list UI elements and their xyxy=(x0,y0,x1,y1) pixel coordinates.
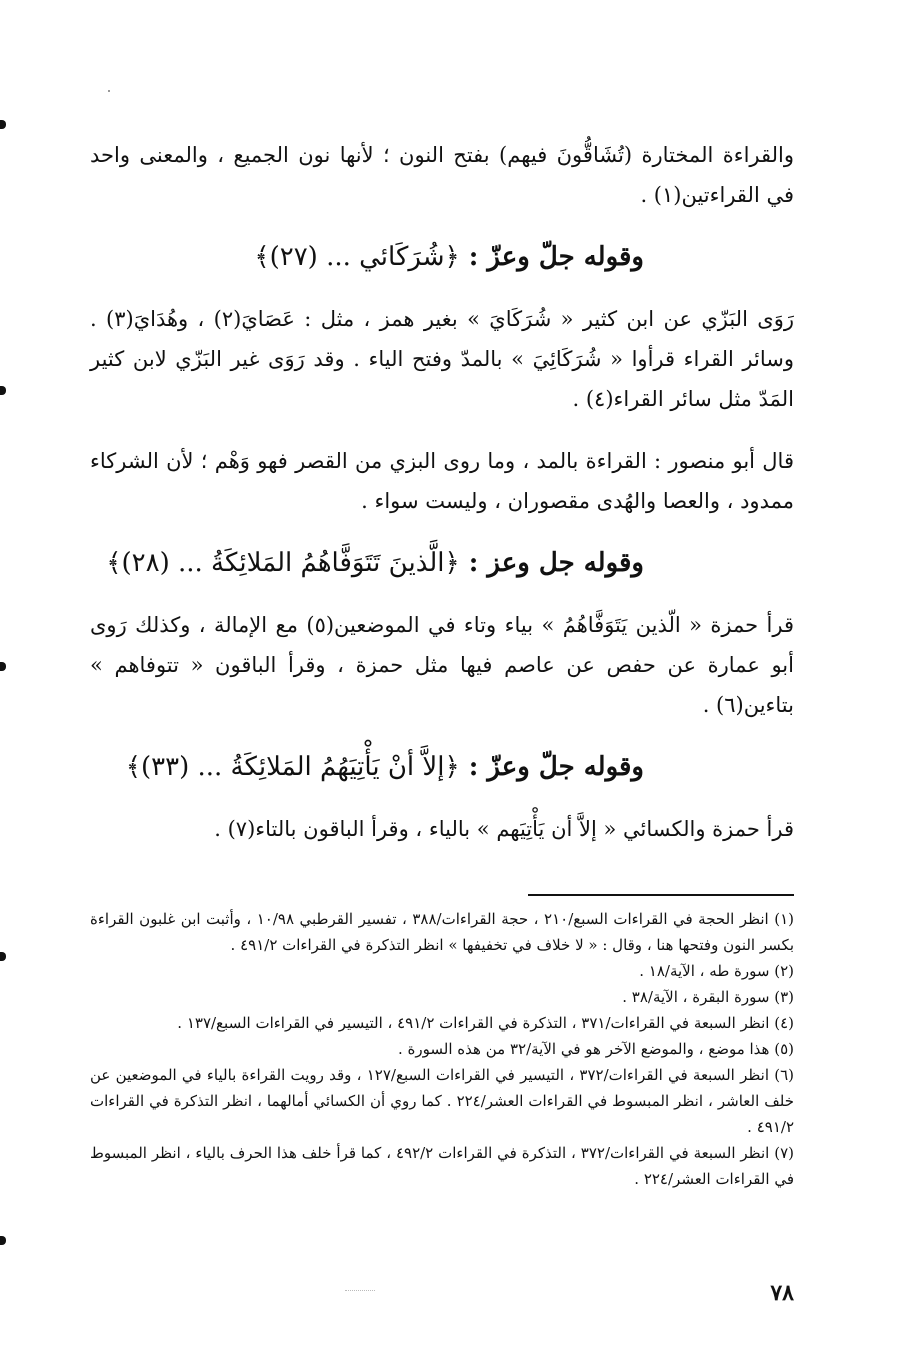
margin-mark xyxy=(0,120,6,129)
margin-mark xyxy=(0,1236,6,1245)
paragraph-3: قال أبو منصور : القراءة بالمد ، وما روى البزي من القصر فهو وَهْم ؛ لأن الشركاء ممدود ، والعصا والهُدى مقصوران ، وليست سواء . xyxy=(90,449,794,513)
footnotes xyxy=(90,906,794,1192)
heading-intro: وقوله جلّ وعزّ : xyxy=(468,752,644,782)
paragraph-4: قرأ حمزة « الّذين يَتَوَفَّاهُمُ » بياء وتاء في الموضعين(٥) مع الإمالة ، وكذلك رَوى أبو عمارة عن حفص عن عاصم فيها مثل حمزة ، وقرأ الباقون « تتوفاهم » بتاءين(٦) . xyxy=(90,613,794,717)
verse-quote: ﴿إلاَّ أنْ يَأْتِيَهُمُ المَلائِكَةُ ... (٣٣)﴾ xyxy=(125,752,460,782)
scan-artifact xyxy=(345,1290,375,1291)
heading-intro: وقوله جلّ وعزّ : xyxy=(468,242,644,272)
verse-heading-27 xyxy=(90,237,794,277)
footnote-7: (٧) انظر السبعة في القراءات/٣٧٢ ، التذكرة في القراءات ٤٩٢/٢ ، كما قرأ خلف هذا الحرف بالياء ، انظر المبسوط في القراءات العشر/٢٢٤ . xyxy=(90,1144,794,1188)
verse-heading-28 xyxy=(90,543,794,583)
margin-mark xyxy=(0,952,6,961)
verse-heading-33 xyxy=(90,747,794,787)
footnote-2: (٢) سورة طه ، الآية/١٨ . xyxy=(639,962,794,980)
margin-mark xyxy=(0,386,6,395)
footnote-6: (٦) انظر السبعة في القراءات/٣٧٢ ، التيسير في القراءات السبع/١٢٧ ، وقد رويت القراءة بالياء في الموضعين عن خلف العاشر ، انظر المبسوط في القراءات العشر/٢٢٤ . كما روي أن الكسائي أمالهما ، انظر التذكرة في القراءات ٤٩١/٢ . xyxy=(90,1066,795,1136)
footnote-1: (١) انظر الحجة في القراءات السبع/٢١٠ ، حجة القراءات/٣٨٨ ، تفسير القرطبي ١٠/٩٨ ، وأثبت ابن غلبون القراءة بكسر النون وفتحها هنا ، وقال : « لا خلاف في تخفيفها » انظر التذكرة في القراءات ٤٩١/٢ . xyxy=(90,910,794,954)
paragraph-1: والقراءة المختارة (تُشَاقُّونَ فيهم) بفتح النون ؛ لأنها نون الجميع ، والمعنى واحد في القراءتين(١) . xyxy=(90,143,794,207)
scan-speck xyxy=(108,90,110,92)
verse-quote: ﴿الَّذينَ تَتَوَفَّاهُمُ المَلائِكَةُ ... (٢٨)﴾ xyxy=(106,548,460,578)
paragraph-2: رَوَى البَزّي عن ابن كثير « شُرَكَايَ » بغير همز ، مثل : عَصَايَ(٢) ، وهُدَايَ(٣) . وسائر القراء قرأوا « شُرَكَائِيَ » بالمدّ وفتح الياء . وقد رَوَى غير البَزّي لابن كثير المَدّ مثل سائر القراء(٤) . xyxy=(90,307,794,411)
footnote-3: (٣) سورة البقرة ، الآية/٣٨ . xyxy=(622,988,794,1006)
footnote-divider xyxy=(528,894,794,896)
paragraph-5: قرأ حمزة والكسائي « إلاَّ أن يَأْتِيَهم » بالياء ، وقرأ الباقون بالتاء(٧) . xyxy=(214,817,794,841)
heading-intro: وقوله جل وعز : xyxy=(468,548,644,578)
footnote-5: (٥) هذا موضع ، والموضع الآخر هو في الآية/٣٢ من هذه السورة . xyxy=(398,1040,794,1058)
verse-quote: ﴿شُرَكَائي ... (٢٧)﴾ xyxy=(254,242,460,272)
footnote-4: (٤) انظر السبعة في القراءات/٣٧١ ، التذكرة في القراءات ٤٩١/٢ ، التيسير في القراءات السبع/١٣٧ . xyxy=(177,1014,794,1032)
page-number: ٧٨ xyxy=(770,1280,794,1306)
margin-mark xyxy=(0,662,6,671)
main-text xyxy=(90,135,794,849)
